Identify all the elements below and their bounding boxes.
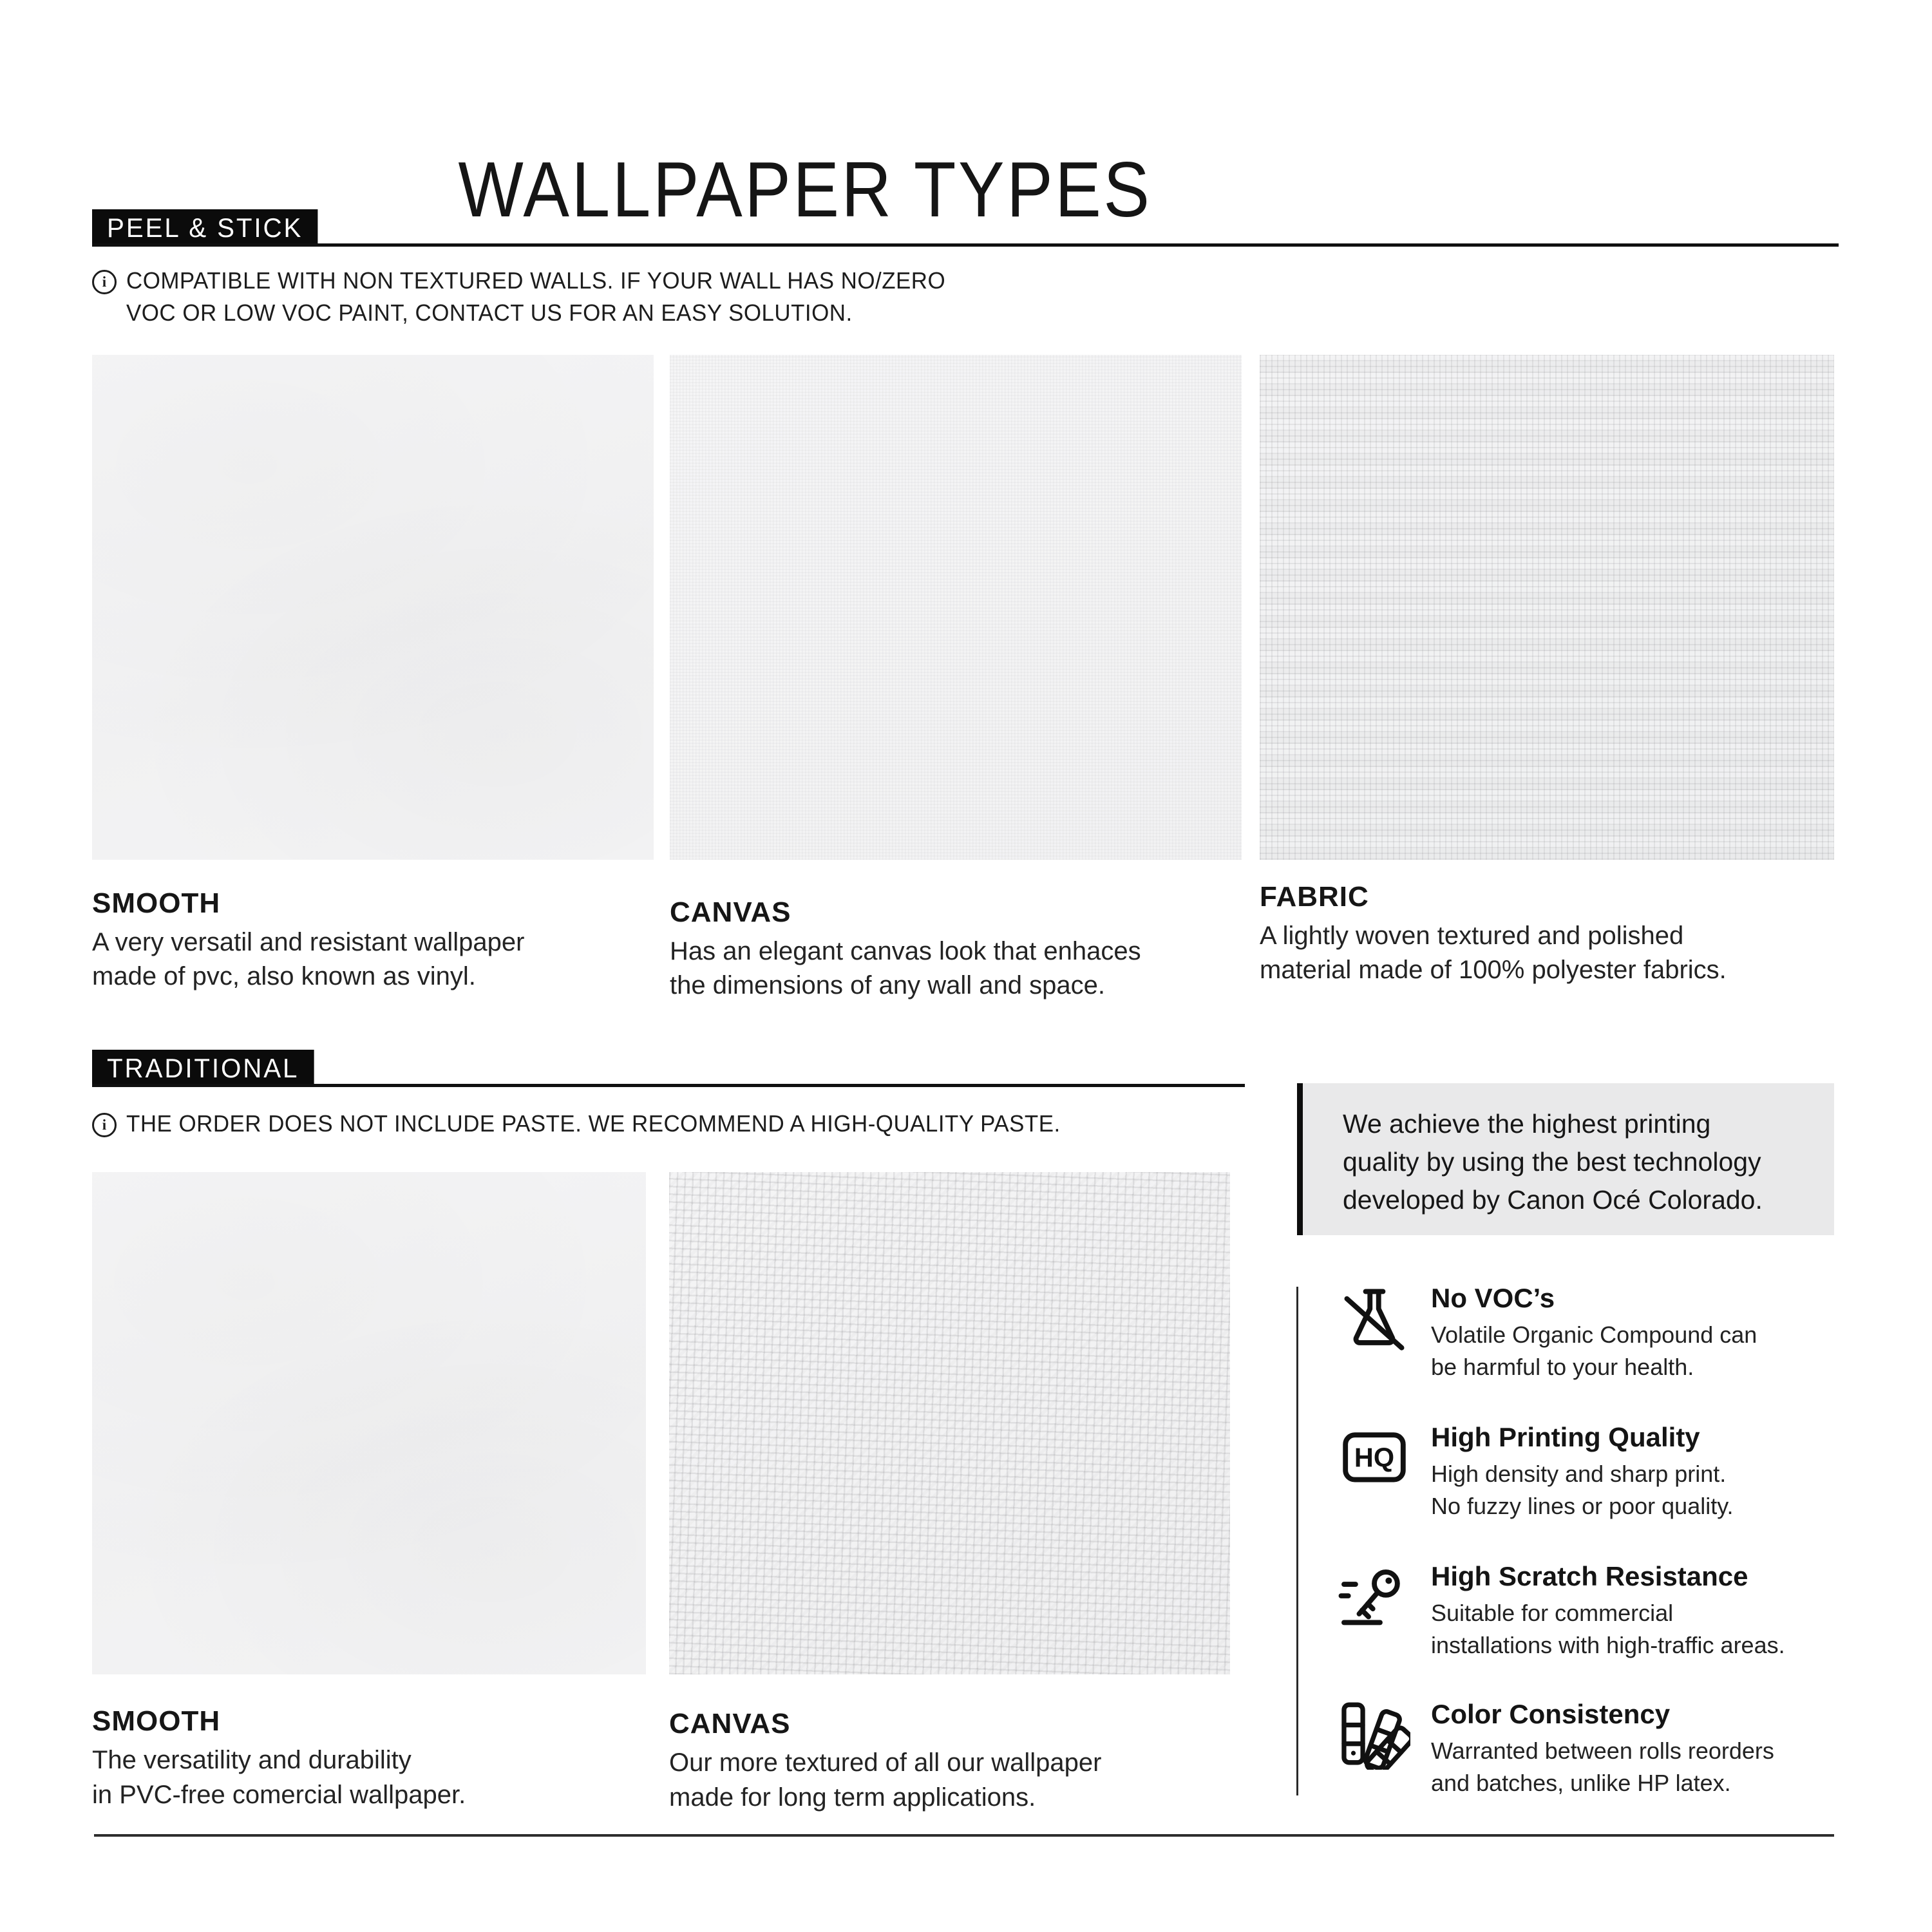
desc-line: A lightly woven textured and polished xyxy=(1260,922,1684,950)
feature-body xyxy=(1431,1597,1785,1662)
swatch-traditional-canvas xyxy=(669,1172,1230,1674)
info-icon xyxy=(92,270,117,294)
feature-line: No fuzzy lines or poor quality. xyxy=(1431,1493,1734,1519)
peel-smooth-description xyxy=(92,925,524,994)
scratch-key-icon xyxy=(1338,1560,1410,1632)
traditional-smooth-label: SMOOTH xyxy=(92,1705,221,1737)
peel-smooth-label: SMOOTH xyxy=(92,887,221,919)
traditional-badge: TRADITIONAL xyxy=(92,1050,314,1087)
swatch-peel-canvas xyxy=(670,355,1242,860)
feature-line: High density and sharp print. xyxy=(1431,1461,1727,1487)
features-divider-line xyxy=(1296,1287,1298,1795)
callout-line: We achieve the highest printing xyxy=(1343,1109,1711,1139)
peel-fabric-label: FABRIC xyxy=(1260,881,1369,913)
desc-line: A very versatil and resistant wallpaper xyxy=(92,928,525,956)
feature-body xyxy=(1431,1458,1734,1522)
traditional-rule xyxy=(92,1084,1245,1087)
feature-line: Suitable for commercial xyxy=(1431,1600,1674,1626)
traditional-smooth-description xyxy=(92,1743,466,1812)
feature-line: be harmful to your health. xyxy=(1431,1354,1694,1380)
peel-stick-note-line-1: COMPATIBLE WITH NON TEXTURED WALLS. IF YOUR WALL HAS NO/ZERO xyxy=(126,267,946,294)
peel-stick-note-line-2: VOC OR LOW VOC PAINT, CONTACT US FOR AN EASY SOLUTION. xyxy=(126,299,853,326)
peel-stick-badge: PEEL & STICK xyxy=(92,209,317,247)
traditional-canvas-description xyxy=(669,1745,1101,1815)
swatch-peel-smooth xyxy=(92,355,654,860)
traditional-note-line: THE ORDER DOES NOT INCLUDE PASTE. WE RECOMMEND A HIGH-QUALITY PASTE. xyxy=(126,1110,1061,1137)
desc-line: Our more textured of all our wallpaper xyxy=(669,1748,1102,1777)
hq-badge-icon xyxy=(1338,1422,1410,1494)
peel-fabric-description xyxy=(1260,919,1727,987)
callout-line: quality by using the best technology xyxy=(1343,1147,1761,1177)
traditional-canvas-label: CANVAS xyxy=(669,1708,791,1739)
feature-title: No VOC’s xyxy=(1431,1283,1555,1313)
desc-line: Has an elegant canvas look that enhaces xyxy=(670,937,1141,965)
feature-body xyxy=(1431,1735,1774,1799)
feature-line: and batches, unlike HP latex. xyxy=(1431,1770,1731,1796)
color-swatches-icon xyxy=(1338,1698,1410,1770)
page-title: WALLPAPER TYPES xyxy=(458,145,1152,233)
feature-line: installations with high-traffic areas. xyxy=(1431,1632,1785,1658)
desc-line: the dimensions of any wall and space. xyxy=(670,971,1105,999)
hq-icon-label: HQ xyxy=(1354,1442,1395,1473)
peel-canvas-label: CANVAS xyxy=(670,896,791,928)
desc-line: material made of 100% polyester fabrics. xyxy=(1260,956,1727,984)
feature-body xyxy=(1431,1319,1757,1383)
info-icon-glyph: i xyxy=(102,1117,107,1133)
printing-quality-callout xyxy=(1297,1083,1834,1235)
desc-line: made for long term applications. xyxy=(669,1783,1036,1812)
peel-stick-rule xyxy=(92,243,1839,247)
info-icon-glyph: i xyxy=(102,274,107,290)
feature-line: Warranted between rolls reorders xyxy=(1431,1738,1774,1764)
feature-line: Volatile Organic Compound can xyxy=(1431,1321,1757,1348)
feature-title: Color Consistency xyxy=(1431,1699,1671,1729)
swatch-peel-fabric xyxy=(1260,355,1834,860)
info-icon xyxy=(92,1113,117,1137)
no-voc-flask-icon xyxy=(1338,1283,1410,1355)
feature-title: High Scratch Resistance xyxy=(1431,1561,1748,1591)
swatch-traditional-smooth xyxy=(92,1172,646,1674)
feature-title: High Printing Quality xyxy=(1431,1422,1700,1452)
desc-line: made of pvc, also known as vinyl. xyxy=(92,962,476,990)
desc-line: The versatility and durability xyxy=(92,1746,412,1774)
bottom-divider xyxy=(94,1834,1834,1837)
desc-line: in PVC-free comercial wallpaper. xyxy=(92,1781,466,1809)
callout-line: developed by Canon Océ Colorado. xyxy=(1343,1185,1763,1215)
peel-canvas-description xyxy=(670,934,1141,1003)
